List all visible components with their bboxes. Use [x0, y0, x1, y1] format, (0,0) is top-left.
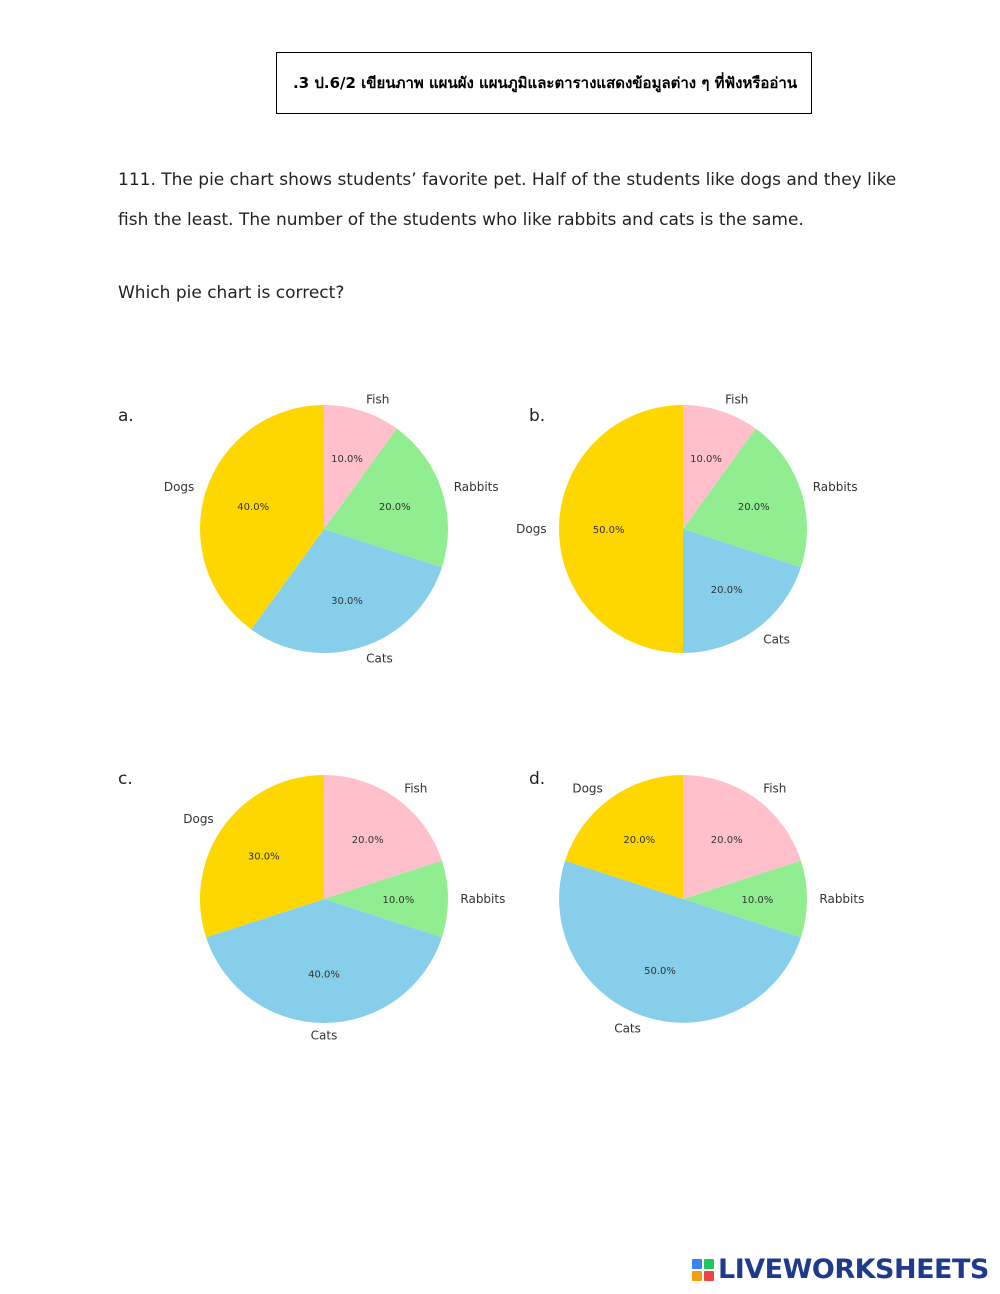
slice-label-dogs: Dogs — [516, 522, 547, 536]
pct-label-rabbits: 10.0% — [382, 895, 415, 906]
slice-label-dogs: Dogs — [163, 479, 195, 494]
liveworksheets-logo — [692, 1254, 989, 1285]
slice-label-fish: Fish — [404, 781, 428, 796]
pie-chart-b[interactable] — [509, 380, 869, 680]
pie-chart-c[interactable] — [150, 750, 520, 1050]
slice-label-cats: Cats — [310, 1028, 338, 1043]
pct-label-rabbits: 10.0% — [741, 895, 774, 906]
pct-label-rabbits: 20.0% — [378, 502, 411, 513]
standard-header-box — [276, 52, 812, 114]
pct-label-dogs: 50.0% — [592, 525, 625, 536]
pct-label-cats: 50.0% — [644, 965, 676, 977]
question-text: 111. The pie chart shows students’ favorite pet. Half of the students like dogs and they like fish the least. The number of the students who like rabbits and cats is the same. — [118, 170, 897, 230]
slice-label-fish: Fish — [763, 781, 787, 796]
pie-chart-a[interactable] — [150, 380, 510, 680]
pct-label-cats: 40.0% — [308, 969, 340, 981]
pct-label-cats: 30.0% — [331, 595, 363, 607]
pct-label-rabbits: 20.0% — [737, 502, 770, 513]
option-c-label[interactable]: c. — [118, 769, 133, 789]
pct-label-fish: 20.0% — [710, 834, 743, 846]
pct-label-fish: 10.0% — [331, 454, 363, 466]
logo-text: LIVEWORKSHEETS — [718, 1254, 989, 1285]
slice-label-rabbits: Rabbits — [812, 479, 858, 494]
slice-label-rabbits: Rabbits — [460, 892, 506, 906]
logo-mark-icon — [692, 1259, 714, 1281]
pct-label-fish: 20.0% — [351, 834, 384, 846]
option-b-label[interactable]: b. — [529, 406, 546, 426]
slice-label-rabbits: Rabbits — [819, 892, 865, 906]
slice-label-dogs: Dogs — [572, 781, 603, 796]
pct-label-dogs: 40.0% — [237, 502, 270, 513]
pct-label-dogs: 20.0% — [623, 834, 656, 846]
slice-label-cats: Cats — [763, 632, 790, 647]
slice-label-cats: Cats — [366, 651, 393, 666]
slice-label-dogs: Dogs — [183, 811, 214, 826]
question-prompt: Which pie chart is correct? — [118, 283, 345, 303]
slice-label-fish: Fish — [725, 392, 749, 407]
standard-header-text: .3 ป.6/2 เขียนภาพ แผนผัง แผนภูมิและตารางแสดงข้อมูลต่าง ๆ ที่ฟังหรืออ่าน — [293, 74, 798, 92]
pct-label-cats: 20.0% — [710, 585, 743, 597]
option-a-label[interactable]: a. — [118, 406, 134, 426]
pie-chart-d[interactable] — [509, 750, 879, 1050]
slice-label-fish: Fish — [366, 392, 390, 407]
slice-label-rabbits: Rabbits — [453, 479, 499, 494]
pct-label-fish: 10.0% — [690, 454, 722, 466]
slice-label-cats: Cats — [614, 1021, 641, 1036]
pct-label-dogs: 30.0% — [247, 851, 280, 863]
option-d-label[interactable]: d. — [529, 769, 546, 789]
